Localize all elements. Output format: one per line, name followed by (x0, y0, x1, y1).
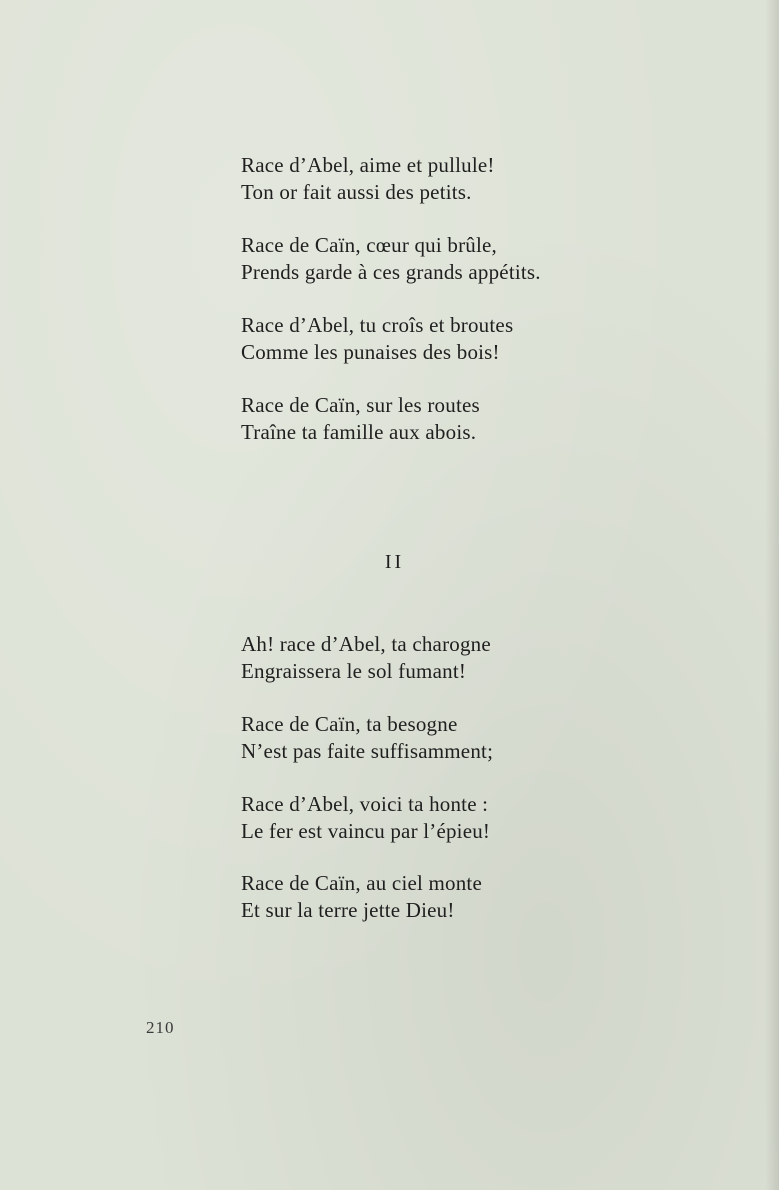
verse-line: Le fer est vaincu par l’épieu! (241, 819, 491, 843)
verse-line: Race de Caïn, cœur qui brûle, (241, 233, 497, 257)
stanza-6 (241, 711, 493, 765)
verse-line: Race d’Abel, voici ta honte : (241, 792, 489, 816)
verse-line: Race d’Abel, tu croîs et broutes (241, 313, 514, 337)
verse-line: Ton or fait aussi des petits. (241, 180, 472, 204)
page-number: 210 (146, 1018, 175, 1037)
verse-line: Race de Caïn, ta besogne (241, 712, 458, 736)
verse-line: N’est pas faite suffisamment; (241, 739, 494, 763)
verse-line: Comme les punaises des bois! (241, 340, 500, 364)
verse-line: Traîne ta famille aux abois. (241, 420, 477, 444)
verse-line: Race de Caïn, sur les routes (241, 393, 480, 417)
verse-line: Engraissera le sol fumant! (241, 659, 467, 683)
stanza-7 (241, 791, 490, 845)
verse-line: Race d’Abel, aime et pullule! (241, 153, 495, 177)
stanza-2 (241, 232, 541, 286)
page-edge-shadow (765, 0, 779, 1190)
stanza-8 (241, 870, 482, 924)
verse-line: Et sur la terre jette Dieu! (241, 898, 455, 922)
verse-line: Ah! race d’Abel, ta charogne (241, 632, 491, 656)
stanza-3 (241, 312, 513, 366)
section-number: II (384, 551, 405, 573)
stanza-4 (241, 392, 480, 446)
stanza-1 (241, 152, 495, 206)
stanza-5 (241, 631, 491, 685)
verse-line: Race de Caïn, au ciel monte (241, 871, 482, 895)
verse-line: Prends garde à ces grands appétits. (241, 260, 541, 284)
